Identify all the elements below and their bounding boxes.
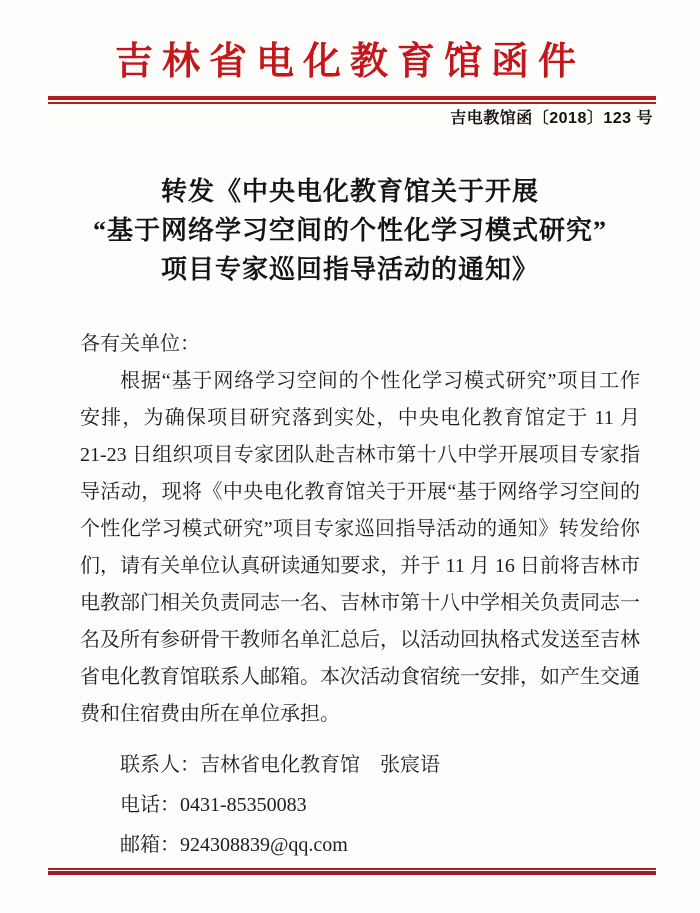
letter-body bbox=[80, 326, 640, 733]
rule-thick-line bbox=[48, 871, 656, 875]
contact-phone: 电话：0431-85350083 bbox=[120, 794, 307, 816]
notice-title-line-1: 转发《中央电化教育馆关于开展 bbox=[160, 177, 539, 206]
body-line: 电教部门相关负责同志一名、吉林市第十八中学相关负责同志一 bbox=[80, 592, 640, 614]
body-line: 省电化教育馆联系人邮箱。本次活动食宿统一安排，如产生交通 bbox=[80, 666, 640, 688]
letterhead-title: 吉林省电化教育馆函件 bbox=[114, 41, 585, 83]
contact-email: 邮箱：924308839@qq.com bbox=[120, 834, 348, 856]
body-line-last: 费和住宿费由所在单位承担。 bbox=[80, 703, 340, 725]
body-line: 根据“基于网络学习空间的个性化学习模式研究”项目工作 bbox=[120, 370, 640, 392]
body-line: 个性化学习模式研究”项目专家巡回指导活动的通知》转发给你 bbox=[80, 518, 640, 540]
notice-title bbox=[40, 172, 660, 289]
body-line: 导活动，现将《中央电化教育馆关于开展“基于网络学习空间的 bbox=[80, 481, 640, 503]
contact-person: 联系人：吉林省电化教育馆 张宸语 bbox=[120, 754, 440, 776]
salutation: 各有关单位： bbox=[80, 333, 200, 355]
body-line: 名及所有参研骨干教师名单汇总后，以活动回执格式发送至吉林 bbox=[80, 629, 640, 651]
letterhead-double-rule bbox=[48, 96, 656, 104]
contact-block bbox=[120, 745, 440, 865]
body-line: 21-23 日组织项目专家团队赴吉林市第十八中学开展项目专家指 bbox=[80, 444, 640, 466]
body-line: 安排，为确保项目研究落到实处，中央电化教育馆定于 11 月 bbox=[80, 407, 640, 429]
body-line: 们，请有关单位认真研读通知要求，并于 11 月 16 日前将吉林市 bbox=[80, 555, 640, 577]
footer-double-rule bbox=[48, 868, 656, 875]
document-number: 吉电教馆函〔2018〕123 号 bbox=[450, 110, 653, 127]
rule-thin-line bbox=[48, 102, 656, 104]
notice-title-line-2: “基于网络学习空间的个性化学习模式研究” bbox=[92, 216, 607, 245]
notice-title-line-3: 项目专家巡回指导活动的通知》 bbox=[160, 255, 539, 284]
